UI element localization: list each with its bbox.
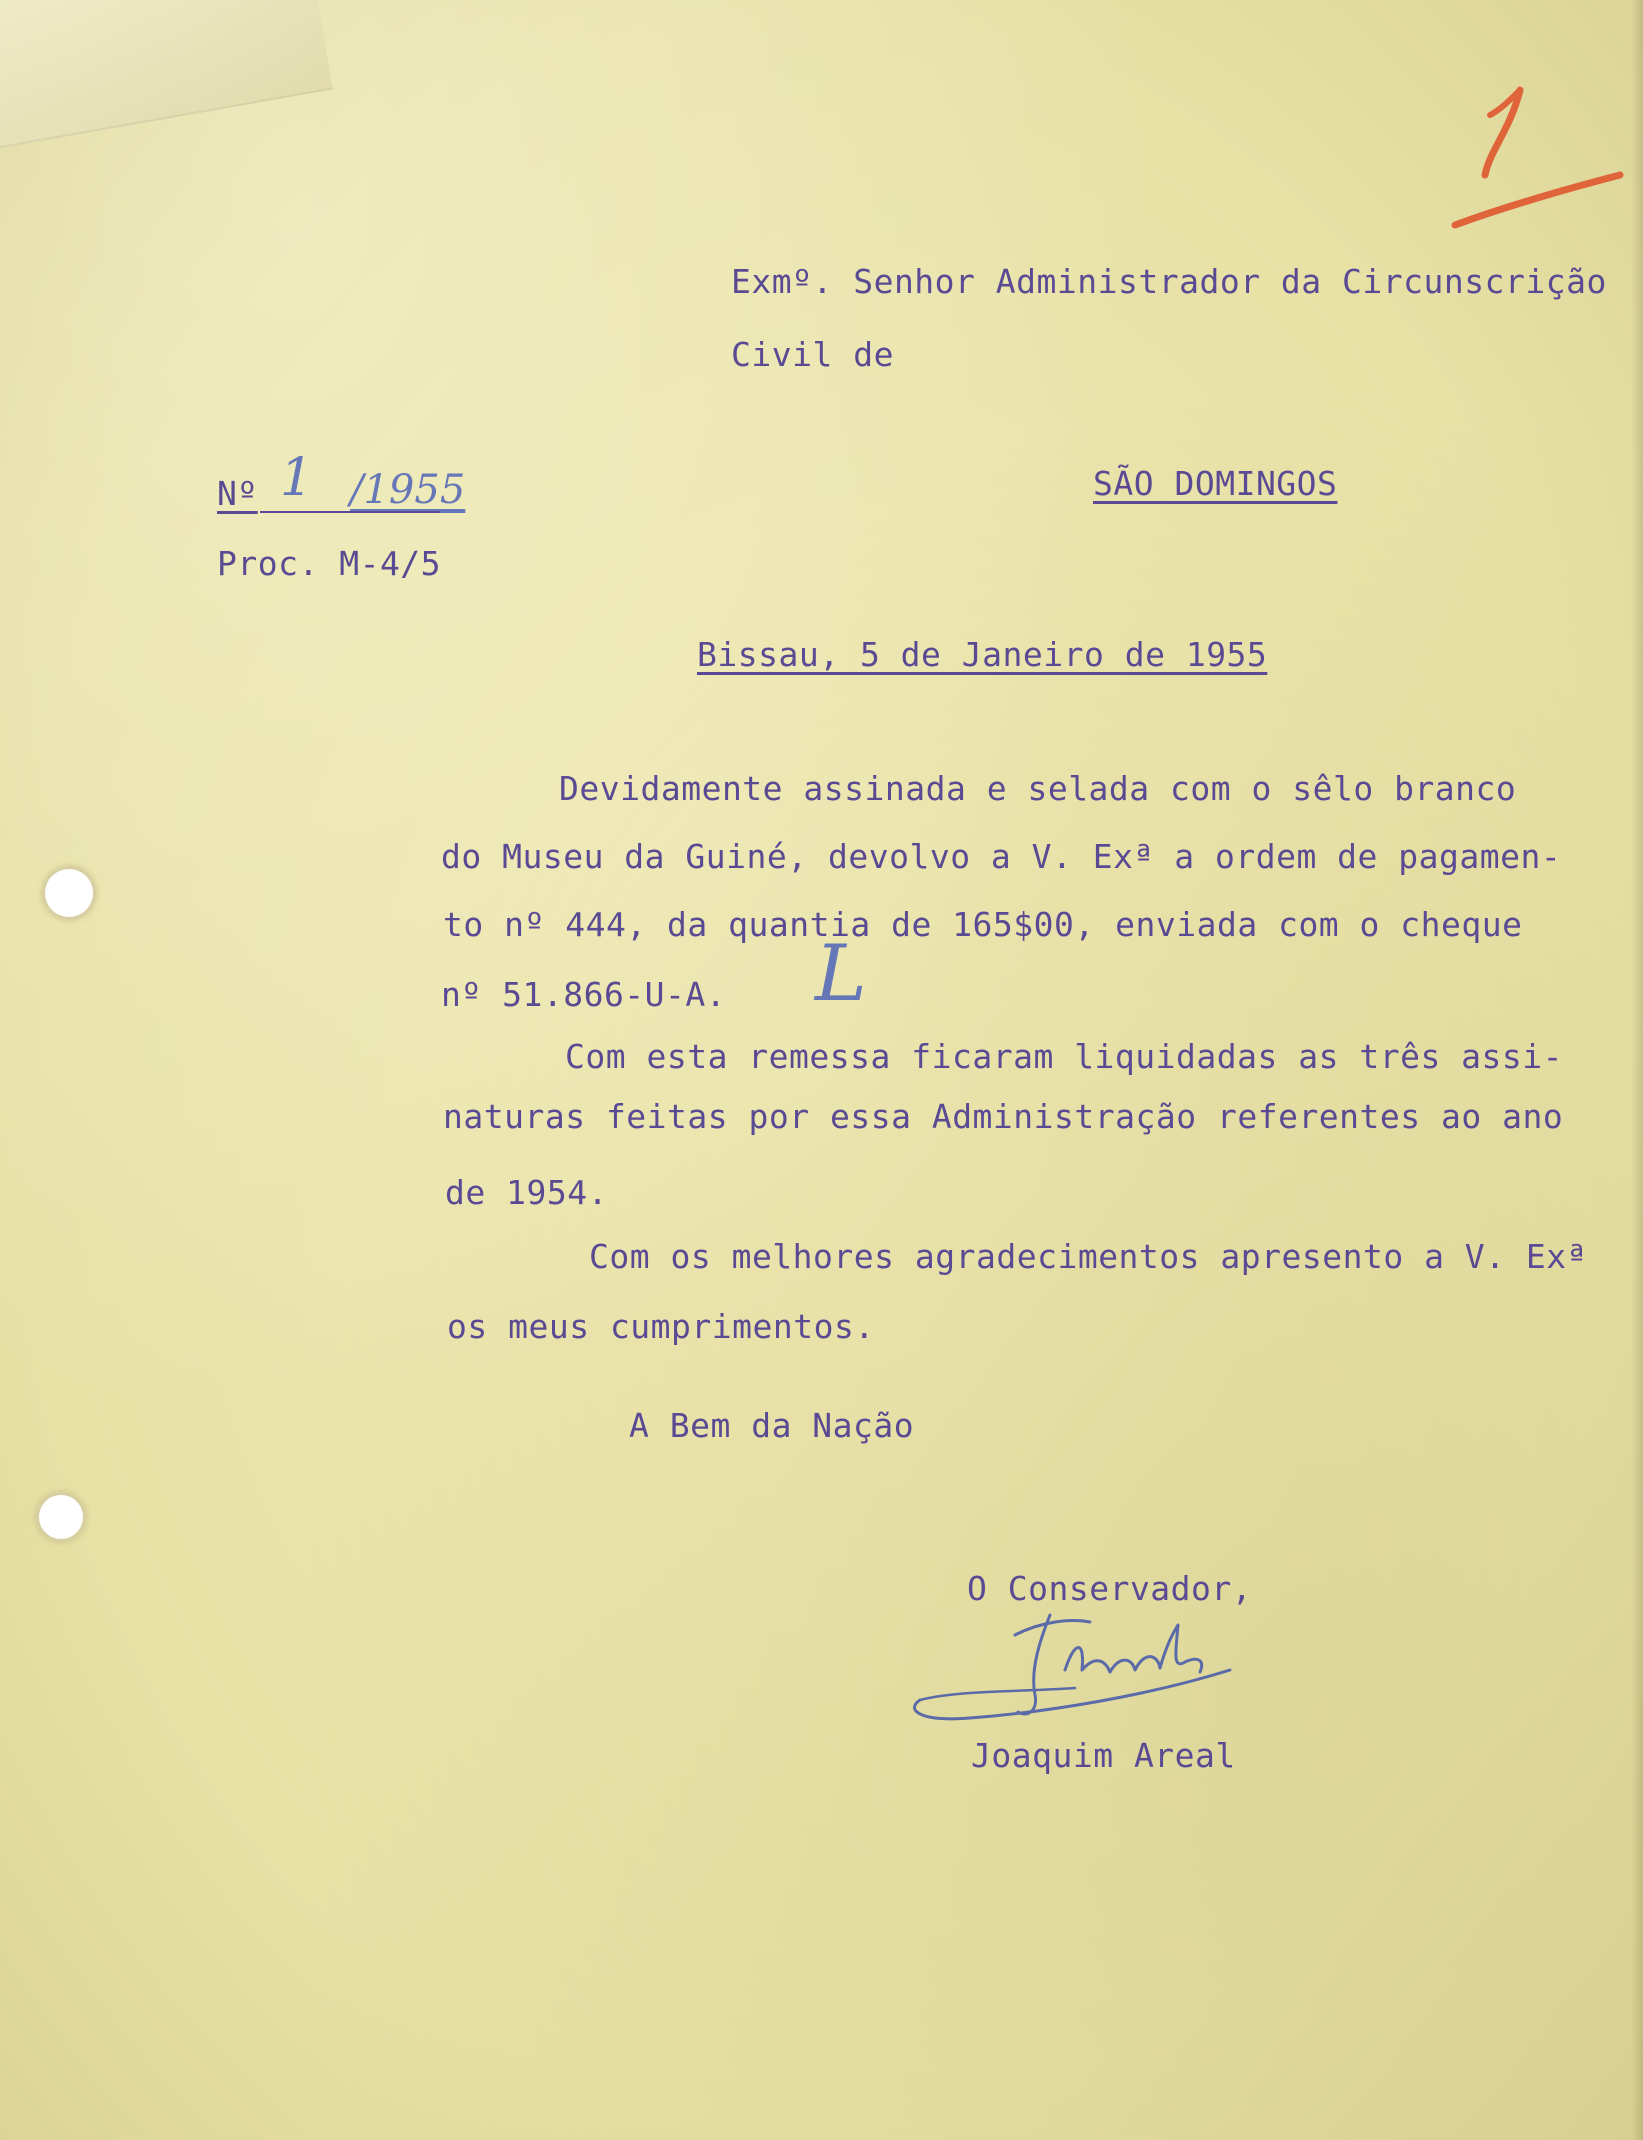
addressee-line-1: Exmº. Senhor Administrador da Circunscrição: [731, 262, 1607, 301]
paper-fold: [0, 0, 333, 152]
body-line: do Museu da Guiné, devolvo a V. Exª a ordem de pagamen-: [441, 837, 1562, 876]
closing-phrase: A Bem da Nação: [629, 1406, 915, 1445]
addressee-line-2: Civil de: [731, 335, 894, 374]
punch-hole-icon: [42, 866, 96, 920]
body-line: Devidamente assinada e selada com o sêlo branco: [559, 769, 1517, 808]
signatory-name: Joaquim Areal: [971, 1736, 1236, 1775]
body-line: os meus cumprimentos.: [447, 1307, 875, 1346]
body-line: Com esta remessa ficaram liquidadas as três assi-: [565, 1037, 1564, 1076]
body-line: Com os melhores agradecimentos apresento a V. Exª: [589, 1237, 1588, 1276]
punch-hole-icon: [36, 1492, 86, 1542]
page-edge-shadow: [1631, 0, 1643, 2140]
body-line: de 1954.: [445, 1173, 608, 1212]
process-reference: Proc. M-4/5: [217, 544, 442, 583]
handwritten-mark: L: [815, 929, 867, 1019]
signature-title: O Conservador,: [967, 1569, 1253, 1608]
addressee-place: SÃO DOMINGOS: [1093, 464, 1338, 503]
signature-icon: [900, 1600, 1250, 1735]
body-line: naturas feitas por essa Administração referentes ao ano: [443, 1097, 1564, 1136]
reference-number-year: /1955: [350, 467, 466, 513]
reference-number-prefix: Nº: [217, 474, 258, 513]
date-line: Bissau, 5 de Janeiro de 1955: [697, 635, 1268, 674]
body-line: nº 51.866-U-A.: [441, 975, 727, 1014]
body-line: to nº 444, da quantia de 165$00, enviada com o cheque: [443, 905, 1523, 944]
page-number-mark: [1450, 80, 1630, 240]
reference-underline: [260, 508, 440, 518]
reference-number-handwritten: 1: [280, 448, 314, 508]
